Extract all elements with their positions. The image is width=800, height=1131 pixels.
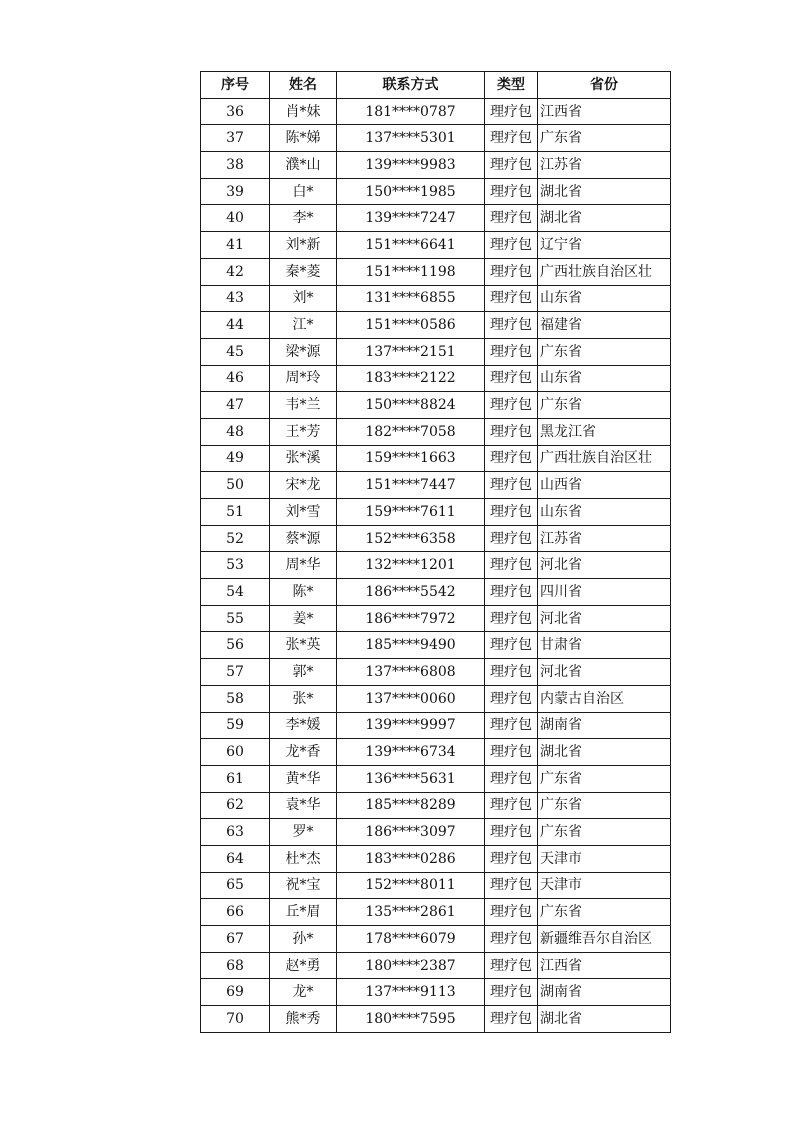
cell-province: 湖南省: [538, 979, 671, 1006]
table-header: [201, 72, 671, 99]
cell-contact: 180****2387: [337, 952, 485, 979]
cell-contact: 132****1201: [337, 552, 485, 579]
cell-name: 江*: [270, 312, 337, 339]
cell-province: 山东省: [538, 285, 671, 312]
cell-type: 理疗包: [485, 285, 538, 312]
cell-type: 理疗包: [485, 205, 538, 232]
cell-seq: 48: [201, 418, 270, 445]
cell-seq: 50: [201, 472, 270, 499]
cell-name: 刘*雪: [270, 499, 337, 526]
cell-name: 丘*眉: [270, 899, 337, 926]
table-row: [201, 178, 671, 205]
cell-contact: 151****6641: [337, 232, 485, 259]
cell-seq: 68: [201, 952, 270, 979]
cell-seq: 70: [201, 1006, 270, 1033]
cell-province: 广东省: [538, 792, 671, 819]
cell-contact: 159****1663: [337, 445, 485, 472]
table-row: [201, 525, 671, 552]
cell-province: 河北省: [538, 659, 671, 686]
cell-name: 张*: [270, 685, 337, 712]
cell-type: 理疗包: [485, 819, 538, 846]
cell-seq: 46: [201, 365, 270, 392]
cell-contact: 136****5631: [337, 765, 485, 792]
cell-contact: 183****0286: [337, 845, 485, 872]
cell-name: 白*: [270, 178, 337, 205]
cell-type: 理疗包: [485, 232, 538, 259]
table-row: [201, 845, 671, 872]
table-row: [201, 418, 671, 445]
cell-seq: 66: [201, 899, 270, 926]
table-row: [201, 312, 671, 339]
cell-contact: 151****0586: [337, 312, 485, 339]
cell-type: 理疗包: [485, 445, 538, 472]
cell-type: 理疗包: [485, 579, 538, 606]
cell-contact: 182****7058: [337, 418, 485, 445]
cell-name: 张*溪: [270, 445, 337, 472]
cell-contact: 151****7447: [337, 472, 485, 499]
cell-contact: 139****9997: [337, 712, 485, 739]
cell-province: 湖北省: [538, 1006, 671, 1033]
cell-contact: 137****9113: [337, 979, 485, 1006]
table-row: [201, 659, 671, 686]
cell-seq: 59: [201, 712, 270, 739]
cell-province: 江苏省: [538, 152, 671, 179]
cell-type: 理疗包: [485, 152, 538, 179]
table-row: [201, 739, 671, 766]
cell-province: 广东省: [538, 125, 671, 152]
cell-province: 湖南省: [538, 712, 671, 739]
header-row: [201, 72, 671, 99]
table-row: [201, 685, 671, 712]
cell-type: 理疗包: [485, 872, 538, 899]
cell-name: 杜*杰: [270, 845, 337, 872]
cell-province: 江西省: [538, 952, 671, 979]
cell-province: 天津市: [538, 845, 671, 872]
cell-contact: 180****7595: [337, 1006, 485, 1033]
table-row: [201, 125, 671, 152]
table-row: [201, 979, 671, 1006]
cell-province: 广西壮族自治区壮: [538, 258, 671, 285]
cell-province: 福建省: [538, 312, 671, 339]
table-row: [201, 632, 671, 659]
cell-province: 湖北省: [538, 739, 671, 766]
cell-type: 理疗包: [485, 338, 538, 365]
cell-type: 理疗包: [485, 258, 538, 285]
cell-name: 郭*: [270, 659, 337, 686]
cell-name: 祝*宝: [270, 872, 337, 899]
cell-contact: 186****7972: [337, 605, 485, 632]
cell-contact: 185****8289: [337, 792, 485, 819]
cell-name: 刘*新: [270, 232, 337, 259]
cell-type: 理疗包: [485, 712, 538, 739]
cell-contact: 137****5301: [337, 125, 485, 152]
header-province: 省份: [538, 72, 671, 99]
cell-province: 新疆维吾尔自治区: [538, 926, 671, 953]
cell-contact: 151****1198: [337, 258, 485, 285]
cell-province: 河北省: [538, 552, 671, 579]
cell-seq: 43: [201, 285, 270, 312]
table-row: [201, 472, 671, 499]
table-row: [201, 819, 671, 846]
header-contact: 联系方式: [337, 72, 485, 99]
cell-name: 濮*山: [270, 152, 337, 179]
table-row: [201, 926, 671, 953]
cell-name: 李*: [270, 205, 337, 232]
cell-province: 广东省: [538, 338, 671, 365]
cell-contact: 186****3097: [337, 819, 485, 846]
cell-name: 陈*: [270, 579, 337, 606]
cell-type: 理疗包: [485, 979, 538, 1006]
table-row: [201, 792, 671, 819]
table-row: [201, 205, 671, 232]
cell-seq: 54: [201, 579, 270, 606]
cell-type: 理疗包: [485, 765, 538, 792]
cell-type: 理疗包: [485, 125, 538, 152]
cell-seq: 65: [201, 872, 270, 899]
cell-name: 周*玲: [270, 365, 337, 392]
table-row: [201, 445, 671, 472]
cell-seq: 38: [201, 152, 270, 179]
cell-seq: 64: [201, 845, 270, 872]
cell-province: 内蒙古自治区: [538, 685, 671, 712]
cell-seq: 52: [201, 525, 270, 552]
cell-name: 秦*菱: [270, 258, 337, 285]
cell-seq: 44: [201, 312, 270, 339]
cell-province: 山西省: [538, 472, 671, 499]
cell-name: 韦*兰: [270, 392, 337, 419]
cell-contact: 139****9983: [337, 152, 485, 179]
table-row: [201, 1006, 671, 1033]
header-name: 姓名: [270, 72, 337, 99]
cell-name: 陈*娣: [270, 125, 337, 152]
cell-contact: 152****6358: [337, 525, 485, 552]
cell-name: 罗*: [270, 819, 337, 846]
cell-type: 理疗包: [485, 552, 538, 579]
table-row: [201, 899, 671, 926]
table-row: [201, 872, 671, 899]
cell-contact: 137****2151: [337, 338, 485, 365]
cell-type: 理疗包: [485, 605, 538, 632]
cell-seq: 61: [201, 765, 270, 792]
cell-province: 广东省: [538, 765, 671, 792]
table-row: [201, 258, 671, 285]
cell-seq: 69: [201, 979, 270, 1006]
cell-name: 王*芳: [270, 418, 337, 445]
cell-type: 理疗包: [485, 926, 538, 953]
table-row: [201, 285, 671, 312]
cell-type: 理疗包: [485, 392, 538, 419]
cell-type: 理疗包: [485, 1006, 538, 1033]
cell-contact: 137****0060: [337, 685, 485, 712]
cell-contact: 186****5542: [337, 579, 485, 606]
cell-seq: 55: [201, 605, 270, 632]
cell-seq: 45: [201, 338, 270, 365]
cell-name: 黄*华: [270, 765, 337, 792]
cell-seq: 63: [201, 819, 270, 846]
cell-seq: 39: [201, 178, 270, 205]
header-seq: 序号: [201, 72, 270, 99]
cell-type: 理疗包: [485, 499, 538, 526]
cell-contact: 139****6734: [337, 739, 485, 766]
cell-province: 山东省: [538, 499, 671, 526]
cell-province: 河北省: [538, 605, 671, 632]
table-row: [201, 152, 671, 179]
cell-seq: 57: [201, 659, 270, 686]
cell-province: 江苏省: [538, 525, 671, 552]
cell-province: 四川省: [538, 579, 671, 606]
cell-contact: 185****9490: [337, 632, 485, 659]
cell-province: 江西省: [538, 98, 671, 125]
table-row: [201, 232, 671, 259]
table-row: [201, 952, 671, 979]
table-row: [201, 765, 671, 792]
cell-contact: 181****0787: [337, 98, 485, 125]
cell-seq: 51: [201, 499, 270, 526]
cell-type: 理疗包: [485, 685, 538, 712]
cell-province: 辽宁省: [538, 232, 671, 259]
cell-name: 蔡*源: [270, 525, 337, 552]
cell-type: 理疗包: [485, 525, 538, 552]
cell-type: 理疗包: [485, 178, 538, 205]
cell-name: 周*华: [270, 552, 337, 579]
cell-name: 孙*: [270, 926, 337, 953]
cell-seq: 62: [201, 792, 270, 819]
cell-seq: 67: [201, 926, 270, 953]
cell-name: 袁*华: [270, 792, 337, 819]
cell-name: 张*英: [270, 632, 337, 659]
table-row: [201, 98, 671, 125]
cell-province: 广东省: [538, 819, 671, 846]
table-row: [201, 552, 671, 579]
cell-contact: 150****1985: [337, 178, 485, 205]
cell-type: 理疗包: [485, 739, 538, 766]
cell-province: 甘肃省: [538, 632, 671, 659]
cell-name: 赵*勇: [270, 952, 337, 979]
cell-name: 龙*香: [270, 739, 337, 766]
cell-seq: 42: [201, 258, 270, 285]
cell-contact: 137****6808: [337, 659, 485, 686]
cell-contact: 183****2122: [337, 365, 485, 392]
table-body: [201, 98, 671, 1032]
cell-type: 理疗包: [485, 365, 538, 392]
header-type: 类型: [485, 72, 538, 99]
table-row: [201, 392, 671, 419]
cell-name: 龙*: [270, 979, 337, 1006]
cell-seq: 40: [201, 205, 270, 232]
cell-name: 梁*源: [270, 338, 337, 365]
cell-contact: 139****7247: [337, 205, 485, 232]
cell-type: 理疗包: [485, 845, 538, 872]
cell-seq: 60: [201, 739, 270, 766]
cell-contact: 150****8824: [337, 392, 485, 419]
cell-type: 理疗包: [485, 632, 538, 659]
cell-type: 理疗包: [485, 659, 538, 686]
cell-province: 广西壮族自治区壮: [538, 445, 671, 472]
cell-seq: 58: [201, 685, 270, 712]
cell-province: 山东省: [538, 365, 671, 392]
cell-name: 宋*龙: [270, 472, 337, 499]
cell-contact: 178****6079: [337, 926, 485, 953]
cell-contact: 159****7611: [337, 499, 485, 526]
cell-type: 理疗包: [485, 312, 538, 339]
cell-province: 广东省: [538, 392, 671, 419]
cell-name: 熊*秀: [270, 1006, 337, 1033]
table-row: [201, 605, 671, 632]
cell-seq: 47: [201, 392, 270, 419]
cell-contact: 152****8011: [337, 872, 485, 899]
cell-type: 理疗包: [485, 418, 538, 445]
recipient-table: [200, 71, 671, 1033]
cell-province: 天津市: [538, 872, 671, 899]
cell-type: 理疗包: [485, 952, 538, 979]
cell-seq: 53: [201, 552, 270, 579]
cell-type: 理疗包: [485, 98, 538, 125]
cell-name: 李*媛: [270, 712, 337, 739]
table-row: [201, 338, 671, 365]
cell-seq: 36: [201, 98, 270, 125]
cell-province: 黑龙江省: [538, 418, 671, 445]
cell-type: 理疗包: [485, 792, 538, 819]
cell-seq: 56: [201, 632, 270, 659]
cell-province: 湖北省: [538, 205, 671, 232]
cell-seq: 41: [201, 232, 270, 259]
cell-seq: 37: [201, 125, 270, 152]
cell-seq: 49: [201, 445, 270, 472]
cell-province: 湖北省: [538, 178, 671, 205]
table-row: [201, 365, 671, 392]
table-row: [201, 712, 671, 739]
cell-type: 理疗包: [485, 472, 538, 499]
table-row: [201, 579, 671, 606]
cell-contact: 135****2861: [337, 899, 485, 926]
cell-contact: 131****6855: [337, 285, 485, 312]
table-row: [201, 499, 671, 526]
cell-type: 理疗包: [485, 899, 538, 926]
cell-province: 广东省: [538, 899, 671, 926]
cell-name: 刘*: [270, 285, 337, 312]
cell-name: 姜*: [270, 605, 337, 632]
cell-name: 肖*妹: [270, 98, 337, 125]
